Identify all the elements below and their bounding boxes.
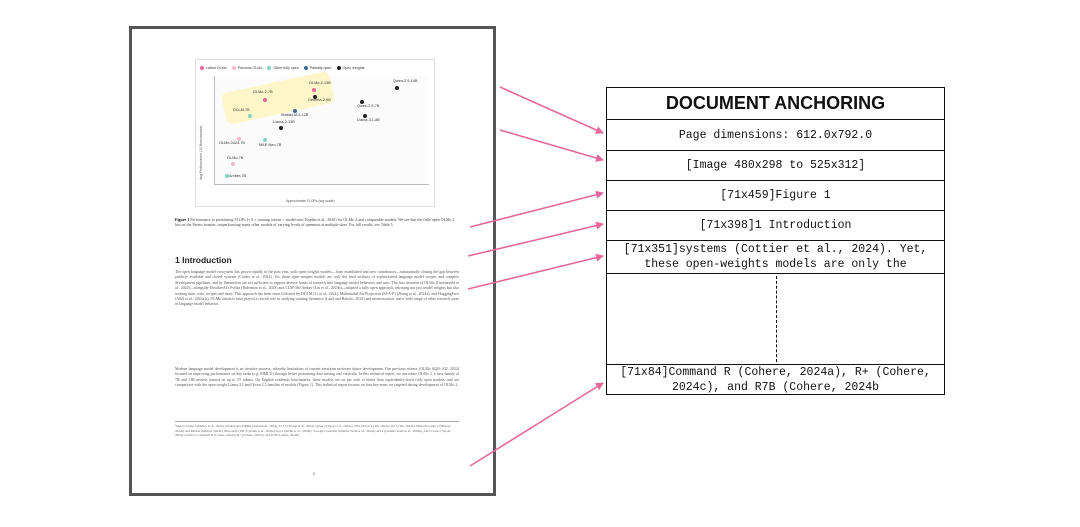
point-label: StableLM-2-12B: [281, 113, 309, 117]
introduction-entry: [71x398]1 Introduction: [607, 211, 944, 241]
point-label: DCLM-7B: [233, 108, 250, 112]
intro-paragraph: The open language model ecosystem has grown rapidly in the past year, with open weights models—from established and new contributors—substantially closing the gap between publicly available and closed systems (Cottier et al., 2024). Yet, these open-weights models are only the final artifacts of sophisticated language model recipes and complex development pipelines, and by themselves are not sufficient to support diverse forms of research into language model behaviors and uses. The first iteration of OLMo (Groeneveld et al., 2024)—alongside EleutherAI's Pythia (Biderman et al., 2023) and LLM-360 Amber (Liu et al., 2023b)—adopted a fully open approach, releasing not just model weights but also training data, code, recipes and more. This approach has been since followed by DCLM (Li et al., 2024), Multimodal Art Projection (M-A-P) (Zhang et al., 2024a), and HuggingFace (Allal et al., 2024a,b). OLMo artifacts have played a crucial role in studying training dynamics (Land and Bartolo, 2024) and memorization, and a wide range of other research areas in language model behavior.: [175, 270, 459, 307]
command-line-2: 2024c), and R7B (Cohere, 2024b: [671, 380, 880, 394]
document-anchoring-box: [606, 87, 945, 395]
arrow-to-page-dimensions: [500, 87, 603, 133]
page-dimensions-entry: Page dimensions: 612.0x792.0: [607, 120, 944, 151]
caption-label: Figure 1: [175, 217, 190, 222]
point-label: MAP-Neo-7B: [259, 143, 282, 147]
point-label: Qwen-2.5-7B: [357, 104, 380, 108]
caption-text: Performance to pretraining FLOPs (≈ 6 × training tokens × model size; Kaplan et al., 2020) for OLMo 2 and comparable models. We see that the fully open OLMo 2 lies on the Pareto frontier, outperforming many other models of varying levels of openness at multiple sizes. For full results, see Table 5.: [175, 217, 455, 228]
point-label: Llama-3.1-8B: [357, 118, 380, 122]
footnotes: ¹Meta's Llama 3 (Dubey et al., 2024), Databricks's DBRX (Databricks, 2024), Yi 1.5 (Young et al., 2024), Qwen 2 (Yang et al., 2024a), TII's Falcon 2 (TII, 2024a) and 3 (TII, 2024b), Mistral's Large 2 (Mistral, 2024a) and Mistral (Mistral, 2024b), Microsoft's Phi 3 (Abdin et al., 2024a) and 4 (Abdin et al., 2024b). ²Google's Gemma (Gemma Team et al., 2024a) and 2 (Gemma Team et al., 2024b), AI2's Grok-1 (Xi.AI, 2024), Cohere's Command R (Cohere, 2024a), R+ (Cohere, 2024c), and R7B (Cohere, 2024b).: [175, 421, 459, 438]
image-entry: [Image 480x298 to 525x312]: [607, 151, 944, 181]
arrow-to-systems: [468, 256, 603, 289]
point-label: Qwen-2.5-14B: [393, 79, 418, 83]
figure-entry: [71x459]Figure 1: [607, 181, 944, 211]
section-heading: 1 Introduction: [175, 255, 232, 265]
point-label: Llama-2-13B: [273, 120, 295, 124]
arrow-to-image: [500, 130, 603, 160]
command-line-1: [71x84]Command R (Cohere, 2024a), R+ (Cohere,: [620, 365, 931, 379]
arrow-to-figure: [470, 193, 603, 227]
page-number: 2: [313, 471, 316, 476]
omission-dashed-line: [776, 276, 777, 362]
legend-label: Previous OLMo: [237, 65, 263, 70]
x-axis-label: Approximate FLOPs (log scale): [286, 199, 335, 203]
point-label: Amber-7B: [229, 174, 247, 178]
systems-line-1: [71x351]systems (Cottier et al., 2024). Yet,: [623, 243, 928, 256]
second-paragraph: Modern language model development is an iterative process, whereby limitations of current iterations motivate future development. Our previous release (OLMo 0424; AI2, 2024) focused on improving performance on key tasks (e.g. MMLU) through better pretraining data mixing and curricula. In this technical report, we introduce OLMo 2, a new family of 7B and 13B models trained on up to 5T tokens. On English academic benchmarks, these models are on par with or better than equivalently-sized fully open models, and are competitive with the open weight Llama 3.1 and Qwen 2.5 families of models (Figure 1). This technical report focuses on four key areas we targeted during development of OLMo 2:: [175, 367, 459, 388]
point-label: OLMo-0424-7B: [219, 141, 245, 145]
legend-label: Latest OLMo: [206, 65, 227, 70]
point-label: OLMo-7B: [227, 156, 244, 160]
anchoring-title: DOCUMENT ANCHORING: [607, 88, 944, 120]
point-label: OLMo-2-13B: [309, 81, 331, 85]
y-axis-label: Avg Performance (10 Benchmarks): [199, 125, 203, 180]
legend-label: Open weights: [342, 65, 365, 70]
command-entry-text: [620, 365, 931, 395]
command-entry: [607, 364, 944, 394]
point-label: OLMo-2-7B: [253, 90, 273, 94]
arrow-to-command: [470, 383, 603, 466]
legend-label: Other fully open: [273, 65, 299, 70]
arrow-to-introduction: [468, 224, 603, 256]
legend-label: Partially open: [309, 65, 332, 70]
point-label: Gemma-2-9B: [308, 98, 331, 102]
systems-entry-text: [624, 242, 928, 272]
systems-entry: [607, 241, 944, 274]
systems-line-2: these open-weights models are only the: [644, 258, 907, 271]
